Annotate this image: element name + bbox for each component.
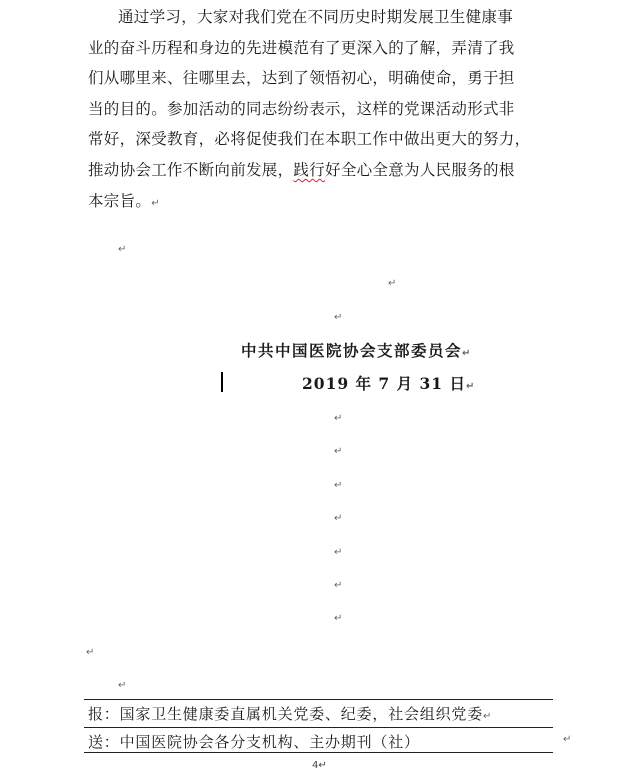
paragraph-mark-icon: ↵: [118, 244, 127, 255]
paragraph-text: 好全心全意为人民服务的根: [325, 160, 515, 179]
signature-date: 2019 年 7 月 31 日↵: [302, 374, 476, 393]
paragraph-line: 常好，深受教育，必将促使我们在本职工作中做出更大的努力，: [88, 130, 531, 149]
paragraph-mark-icon: ↵: [334, 547, 343, 558]
body-paragraph: [88, 2, 566, 219]
spellcheck-underlined-text[interactable]: 践行: [293, 160, 326, 179]
paragraph-text: 本宗旨。: [88, 191, 152, 210]
paragraph-mark-icon: ↵: [388, 278, 397, 289]
distribution-rule-bottom: [84, 752, 553, 753]
paragraph-mark-icon: ↵: [465, 381, 476, 392]
paragraph-mark-icon: ↵: [334, 446, 343, 457]
paragraph-line: 业的奋斗历程和身边的先进模范有了更深入的了解，弄清了我: [88, 38, 515, 57]
paragraph-line: [88, 186, 566, 220]
paragraph-mark-icon: ↵: [483, 711, 493, 722]
paragraph-text: 推动协会工作不断向前发展，: [88, 160, 294, 179]
paragraph-line: 们从哪里来、往哪里去，达到了领悟初心，明确使命，勇于担: [88, 69, 515, 88]
paragraph-mark-icon: ↵: [118, 680, 127, 691]
paragraph-mark-icon: ↵: [334, 413, 343, 424]
distribution-rule-top: [84, 699, 553, 700]
signature-organization: 中共中国医院协会支部委员会↵: [241, 341, 472, 360]
distribution-rule-middle: [84, 727, 553, 728]
paragraph-mark-icon: ↵: [334, 580, 343, 591]
text-cursor: [221, 372, 223, 392]
paragraph-mark-icon: ↵: [563, 734, 572, 745]
send-to-line: 送：中国医院协会各分支机构、主办期刊（社）: [88, 733, 420, 751]
paragraph-mark-icon: ↵: [334, 613, 343, 624]
paragraph-line: [88, 155, 566, 186]
paragraph-mark-icon: ↵: [334, 312, 343, 323]
paragraph-mark-icon: ↵: [462, 348, 472, 359]
paragraph-mark-icon: ↵: [334, 513, 343, 524]
paragraph-line: 当的目的。参加活动的同志纷纷表示，这样的党课活动形式非: [88, 99, 515, 118]
page-number: 4↵: [312, 760, 327, 771]
paragraph-mark-icon: ↵: [86, 647, 95, 658]
paragraph-mark-icon: ↵: [334, 480, 343, 491]
paragraph-mark-icon: ↵: [151, 197, 160, 209]
paragraph-line: 通过学习，大家对我们党在不同历史时期发展卫生健康事: [118, 8, 514, 26]
report-to-line: 报：国家卫生健康委直属机关党委、纪委，社会组织党委↵: [88, 705, 493, 723]
paragraph-mark-icon: ↵: [318, 760, 327, 771]
